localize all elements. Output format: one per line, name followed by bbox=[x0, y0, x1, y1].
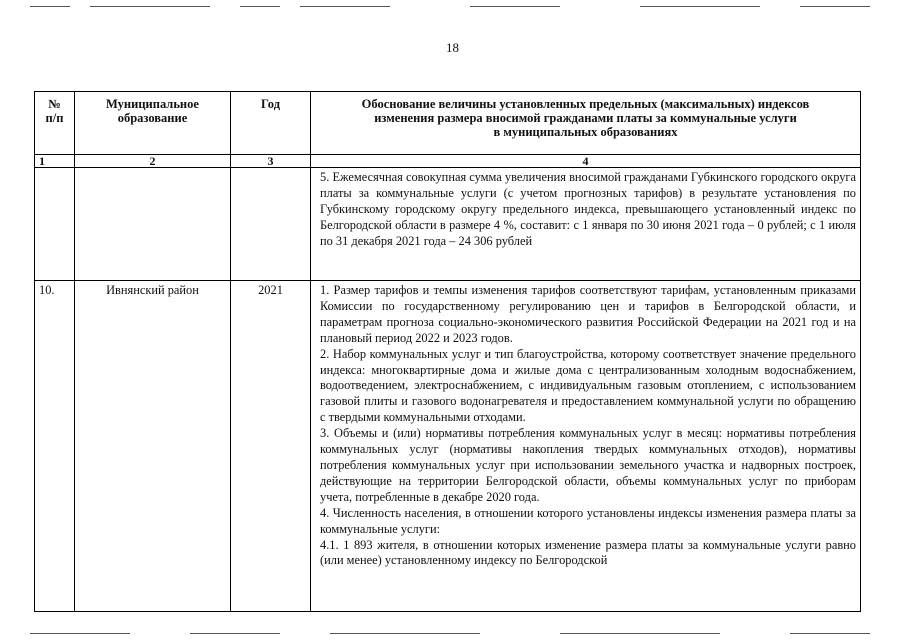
row-number: 10. bbox=[39, 283, 55, 297]
scan-edge-line bbox=[90, 6, 210, 7]
municipality-name: Ивнянский район bbox=[106, 283, 199, 297]
column-number: 4 bbox=[311, 155, 861, 168]
cell-empty bbox=[35, 168, 75, 281]
column-number: 2 bbox=[75, 155, 231, 168]
column-number: 3 bbox=[231, 155, 311, 168]
scan-edge-line bbox=[300, 6, 390, 7]
justification-paragraph: 4. Численность населения, в отношении которого установлены индексы изменения размера платы за коммунальные услуги: bbox=[320, 505, 856, 536]
cell-year bbox=[231, 281, 311, 612]
scan-edge-line bbox=[240, 6, 280, 7]
page-number: 18 bbox=[446, 40, 459, 55]
scan-edge-line bbox=[560, 633, 720, 634]
justification-paragraph: 3. Объемы и (или) нормативы потребления коммунальных услуг в месяц: нормативы потребления коммунальных услуг (нормативы накопления твердых коммунальных отходов), нормативы потребления коммунальных услуг при использовании земельного участка и надворных построек, действующие на территории Белгородской области, объемы коммунальных услуг по приборам учета, потребленные в декабре 2020 года. bbox=[320, 426, 856, 504]
cell-empty bbox=[231, 168, 311, 281]
scan-edge-line bbox=[30, 6, 70, 7]
scan-edge-line bbox=[190, 633, 280, 634]
cell-empty bbox=[75, 168, 231, 281]
scan-edge-line bbox=[470, 6, 560, 7]
cell-justification bbox=[311, 168, 861, 281]
table-row bbox=[35, 281, 861, 612]
year-value: 2021 bbox=[258, 283, 283, 297]
header-municipality: Муниципальное образование bbox=[75, 92, 231, 155]
cell-municipality bbox=[75, 281, 231, 612]
header-justification: Обоснование величины установленных предельных (максимальных) индексов изменения размера вносимой гражданами платы за коммунальные услуги в муниципальных образованиях bbox=[311, 92, 861, 155]
header-number: № п/п bbox=[35, 92, 75, 155]
header-year: Год bbox=[231, 92, 311, 155]
table-header-row bbox=[35, 92, 861, 155]
table-row-continued bbox=[35, 168, 861, 281]
scan-edge-line bbox=[30, 633, 130, 634]
cell-justification bbox=[311, 281, 861, 612]
scan-edge-line bbox=[640, 6, 760, 7]
scan-edge-line bbox=[800, 6, 870, 7]
indices-table bbox=[34, 91, 861, 612]
justification-text: 5. Ежемесячная совокупная сумма увеличения вносимой гражданами Губкинского городского округа платы за коммунальные услуги (с учетом прогнозных тарифов) в результате установления по Губкинскому городскому округу предельного индекса, превышающего установленный индекс по Белгородской области в размере 4 %, составит: с 1 января по 30 июня 2021 года – 0 рублей; с 1 июля по 31 декабря 2021 года – 24 306 рублей bbox=[320, 170, 856, 248]
scan-edge-line bbox=[330, 633, 480, 634]
cell-row-number bbox=[35, 281, 75, 612]
scan-edge-line bbox=[790, 633, 870, 634]
justification-paragraph: 2. Набор коммунальных услуг и тип благоустройства, которому соответствует значение предельного индекса: многоквартирные дома и жилые дома с централизованным холодным водоснабжением, водоотведением, электроснабжением, с индивидуальным газовым отоплением, с использованием газовой плиты и газового водонагревателя и предоставлением коммунальной услуги по обращению с твердыми коммунальными отходами. bbox=[320, 346, 856, 425]
justification-paragraph: 4.1. 1 893 жителя, в отношении которых изменение размера платы за коммунальные услуги равно (или менее) установленному индексу по Белгородской bbox=[320, 537, 856, 568]
column-number-row bbox=[35, 155, 861, 168]
column-number: 1 bbox=[35, 155, 75, 168]
justification-paragraph: 1. Размер тарифов и темпы изменения тарифов соответствуют тарифам, установленным приказами Комиссии по государственному регулированию цен и тарифов в Белгородской области, и параметрам прогноза социально-экономического развития Российской Федерации на 2021 год и на плановый период 2022 и 2023 годов. bbox=[320, 283, 856, 345]
